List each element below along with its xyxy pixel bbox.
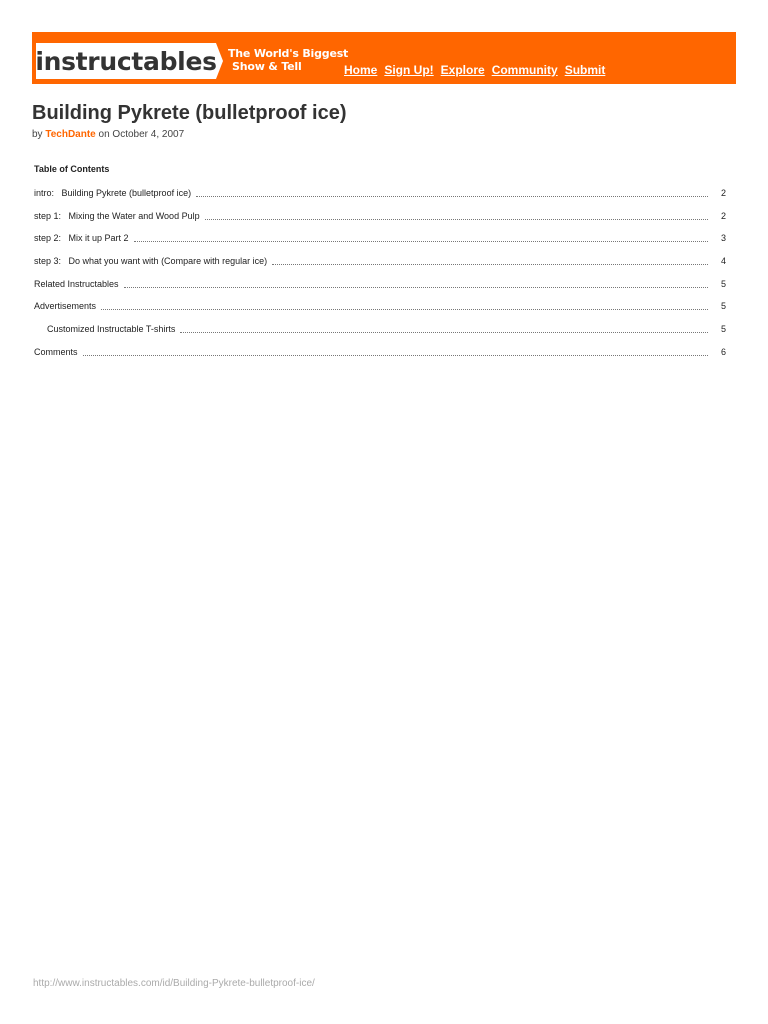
toc-entry-tshirts[interactable]: [47, 324, 726, 336]
toc-page-number: 4: [720, 256, 726, 266]
byline: [32, 129, 184, 140]
toc-leader-dots: [83, 354, 708, 356]
toc-entry-label: Related Instructables: [34, 279, 119, 289]
footer-url[interactable]: http://www.instructables.com/id/Building-Pykrete-bulletproof-ice/: [33, 978, 315, 989]
toc-entry-related[interactable]: [34, 279, 726, 291]
toc-page-number: 5: [720, 301, 726, 311]
toc-leader-dots: [180, 331, 708, 333]
toc-heading: Table of Contents: [34, 164, 110, 174]
toc-leader-dots: [205, 218, 708, 220]
nav-submit-link[interactable]: Submit: [564, 63, 606, 77]
publish-date: on October 4, 2007: [98, 129, 185, 140]
toc-leader-dots: [134, 240, 708, 242]
main-nav: [344, 63, 605, 77]
toc-entry-comments[interactable]: [34, 347, 726, 359]
instructables-logo[interactable]: [36, 43, 216, 79]
toc-entry-label: step 3: Do what you want with (Compare with regular ice): [34, 256, 268, 266]
toc-entry-intro[interactable]: [34, 188, 726, 200]
toc-entry-step-3[interactable]: [34, 256, 726, 268]
toc-entry-label: step 1: Mixing the Water and Wood Pulp: [34, 211, 200, 221]
tagline-line-1: The World's Biggest: [228, 47, 349, 60]
toc-page-number: 2: [720, 211, 726, 221]
page-title: Building Pykrete (bulletproof ice): [32, 102, 347, 124]
toc-page-number: 5: [720, 324, 726, 334]
nav-community-link[interactable]: Community: [491, 63, 558, 77]
toc-page-number: 5: [720, 279, 726, 289]
toc-page-number: 2: [720, 188, 726, 198]
toc-entry-advertisements[interactable]: [34, 301, 726, 313]
toc-leader-dots: [272, 263, 708, 265]
nav-explore-link[interactable]: Explore: [440, 63, 485, 77]
toc-entry-label: Customized Instructable T-shirts: [47, 324, 176, 334]
author-link[interactable]: TechDante: [45, 129, 96, 140]
toc-leader-dots: [124, 286, 708, 288]
toc-entry-label: Comments: [34, 347, 78, 357]
toc-entry-label: Advertisements: [34, 301, 97, 311]
toc-page-number: 6: [720, 347, 726, 357]
toc-page-number: 3: [720, 233, 726, 243]
toc-leader-dots: [196, 195, 708, 197]
tagline: [228, 47, 348, 73]
toc-leader-dots: [101, 308, 708, 310]
toc-entry-step-1[interactable]: [34, 211, 726, 223]
logo-pointer: [216, 43, 223, 79]
toc-entry-step-2[interactable]: [34, 233, 726, 245]
tagline-line-2: Show & Tell: [232, 60, 302, 73]
toc-entry-label: step 2: Mix it up Part 2: [34, 233, 129, 243]
toc-entry-label: intro: Building Pykrete (bulletproof ice): [34, 188, 192, 198]
logo-text: instructables: [35, 46, 217, 76]
nav-home-link[interactable]: Home: [344, 63, 378, 77]
header-banner: [32, 32, 736, 84]
byline-prefix: by: [32, 129, 43, 140]
nav-signup-link[interactable]: Sign Up!: [384, 63, 434, 77]
